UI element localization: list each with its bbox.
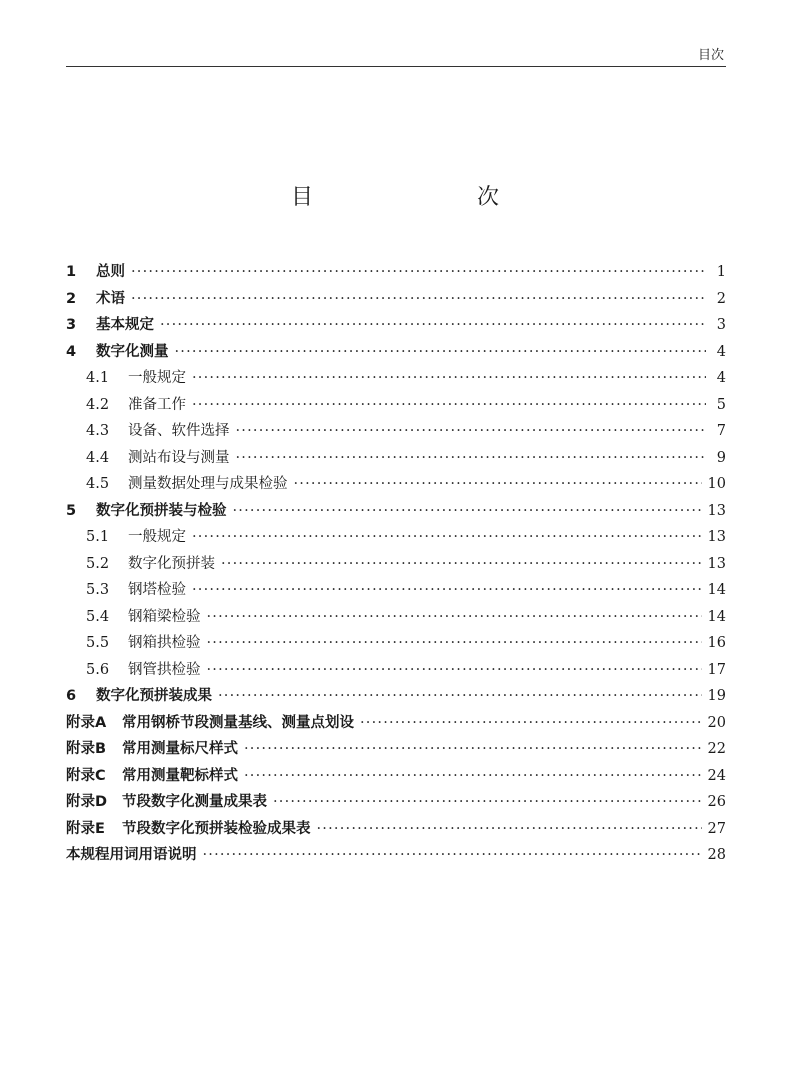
toc-entry[interactable] bbox=[66, 657, 726, 684]
toc-entry-page: 13 bbox=[707, 555, 726, 572]
toc-entry-number: 附录D bbox=[66, 794, 108, 810]
dot-leader bbox=[236, 418, 707, 445]
toc-entry-number: 4.5 bbox=[86, 476, 110, 492]
toc-entry-number: 5.6 bbox=[86, 661, 110, 678]
toc-entry-label: 准备工作 bbox=[128, 396, 186, 413]
toc-entry-number: 4.3 bbox=[86, 423, 110, 439]
toc-entry[interactable] bbox=[66, 471, 726, 498]
toc-entry[interactable] bbox=[66, 816, 726, 843]
toc-entry[interactable] bbox=[66, 339, 726, 366]
toc-entry-label: 本规程用词用语说明 bbox=[66, 847, 197, 863]
toc-entry-label: 测量数据处理与成果检验 bbox=[128, 476, 288, 492]
toc-entry-number: 5.1 bbox=[86, 529, 110, 545]
toc-entry-number: 5.2 bbox=[86, 555, 110, 572]
toc-entry-page: 19 bbox=[707, 688, 726, 704]
toc-entry-page: 14 bbox=[707, 608, 726, 625]
toc-entry-label: 常用测量标尺样式 bbox=[122, 741, 238, 757]
toc-entry-page: 4 bbox=[716, 343, 726, 360]
toc-entry-page: 20 bbox=[707, 714, 726, 731]
toc-entry[interactable] bbox=[66, 604, 726, 631]
header-rule bbox=[66, 66, 726, 67]
toc-entry-label: 钢箱梁检验 bbox=[128, 608, 201, 625]
toc-entry-page: 13 bbox=[707, 502, 726, 519]
dot-leader bbox=[317, 816, 702, 843]
toc-entry-number: 4 bbox=[66, 343, 77, 360]
toc-entry-number: 5.5 bbox=[86, 635, 110, 651]
dot-leader bbox=[192, 392, 706, 419]
dot-leader bbox=[192, 524, 702, 551]
toc-entry-number: 4.4 bbox=[86, 449, 110, 466]
dot-leader bbox=[160, 312, 706, 339]
toc-entry[interactable] bbox=[66, 365, 726, 392]
toc-entry[interactable] bbox=[66, 498, 726, 525]
toc-entry-page: 5 bbox=[716, 396, 726, 413]
toc-entry-page: 14 bbox=[707, 582, 726, 598]
toc-entry-page: 28 bbox=[707, 847, 726, 863]
toc-entry[interactable] bbox=[66, 789, 726, 816]
toc-entry-page: 13 bbox=[707, 529, 726, 545]
toc-entry-page: 7 bbox=[716, 423, 726, 439]
toc-entry-label: 常用测量靶标样式 bbox=[122, 767, 238, 784]
toc-entry-label: 常用钢桥节段测量基线、测量点划设 bbox=[122, 714, 354, 731]
toc-entry-label: 数字化预拼装 bbox=[128, 555, 215, 572]
toc-entry-page: 9 bbox=[716, 449, 726, 466]
toc-entry-label: 钢管拱检验 bbox=[128, 661, 201, 678]
toc-entry-page: 10 bbox=[707, 476, 726, 492]
toc-entry-page: 16 bbox=[707, 635, 726, 651]
toc-entry-number: 附录C bbox=[66, 767, 106, 784]
dot-leader bbox=[244, 736, 702, 763]
toc-entry-page: 2 bbox=[716, 290, 726, 307]
table-of-contents bbox=[66, 259, 726, 869]
dot-leader bbox=[175, 339, 707, 366]
dot-leader bbox=[207, 657, 702, 684]
toc-entry-label: 测站布设与测量 bbox=[128, 449, 230, 466]
toc-entry-number: 附录A bbox=[66, 714, 107, 731]
toc-entry[interactable] bbox=[66, 551, 726, 578]
toc-entry[interactable] bbox=[66, 392, 726, 419]
toc-entry-label: 数字化预拼装与检验 bbox=[96, 502, 227, 519]
toc-entry-number: 5.3 bbox=[86, 582, 110, 598]
toc-entry-number: 5 bbox=[66, 502, 77, 519]
dot-leader bbox=[192, 577, 702, 604]
toc-entry[interactable] bbox=[66, 418, 726, 445]
toc-entry[interactable] bbox=[66, 445, 726, 472]
toc-entry-number: 4.1 bbox=[86, 370, 110, 386]
dot-leader bbox=[207, 604, 702, 631]
dot-leader bbox=[360, 710, 702, 737]
dot-leader bbox=[203, 842, 702, 869]
dot-leader bbox=[236, 445, 707, 472]
dot-leader bbox=[131, 259, 706, 286]
toc-entry[interactable] bbox=[66, 259, 726, 286]
running-head: 目次 bbox=[697, 48, 724, 63]
toc-entry-number: 3 bbox=[66, 317, 77, 333]
dot-leader bbox=[294, 471, 702, 498]
page-title: 目 次 bbox=[290, 185, 539, 210]
toc-entry-number: 附录E bbox=[66, 820, 105, 837]
toc-entry-number: 6 bbox=[66, 688, 77, 704]
toc-entry-number: 1 bbox=[66, 264, 77, 280]
dot-leader bbox=[131, 286, 706, 313]
toc-entry[interactable] bbox=[66, 630, 726, 657]
toc-entry[interactable] bbox=[66, 842, 726, 869]
toc-entry-page: 22 bbox=[707, 741, 726, 757]
dot-leader bbox=[273, 789, 702, 816]
toc-entry-label: 设备、软件选择 bbox=[128, 423, 230, 439]
toc-entry-label: 一般规定 bbox=[128, 370, 186, 386]
dot-leader bbox=[233, 498, 702, 525]
dot-leader bbox=[218, 683, 702, 710]
toc-entry-page: 1 bbox=[716, 264, 726, 280]
toc-entry[interactable] bbox=[66, 710, 726, 737]
toc-entry[interactable] bbox=[66, 286, 726, 313]
toc-entry-label: 钢塔检验 bbox=[128, 582, 186, 598]
toc-entry-label: 术语 bbox=[96, 290, 125, 307]
toc-entry-number: 4.2 bbox=[86, 396, 110, 413]
dot-leader bbox=[244, 763, 702, 790]
toc-entry-label: 基本规定 bbox=[96, 317, 154, 333]
toc-entry[interactable] bbox=[66, 736, 726, 763]
toc-entry-label: 一般规定 bbox=[128, 529, 186, 545]
toc-entry-page: 17 bbox=[707, 661, 726, 678]
toc-entry-label: 数字化测量 bbox=[96, 343, 169, 360]
toc-entry-label: 钢箱拱检验 bbox=[128, 635, 201, 651]
toc-entry-page: 27 bbox=[707, 820, 726, 837]
toc-entry-page: 26 bbox=[707, 794, 726, 810]
toc-entry-page: 4 bbox=[716, 370, 726, 386]
dot-leader bbox=[207, 630, 702, 657]
toc-entry-number: 2 bbox=[66, 290, 77, 307]
toc-entry[interactable] bbox=[66, 577, 726, 604]
toc-entry-label: 总则 bbox=[96, 264, 125, 280]
toc-entry-number: 附录B bbox=[66, 741, 107, 757]
toc-entry-label: 数字化预拼装成果 bbox=[96, 688, 212, 704]
toc-entry-page: 3 bbox=[716, 317, 726, 333]
dot-leader bbox=[192, 365, 706, 392]
toc-entry-label: 节段数字化测量成果表 bbox=[122, 794, 267, 810]
toc-entry[interactable] bbox=[66, 763, 726, 790]
toc-entry[interactable] bbox=[66, 683, 726, 710]
toc-entry-page: 24 bbox=[707, 767, 726, 784]
toc-entry-number: 5.4 bbox=[86, 608, 110, 625]
dot-leader bbox=[221, 551, 702, 578]
toc-entry-label: 节段数字化预拼装检验成果表 bbox=[122, 820, 311, 837]
toc-entry[interactable] bbox=[66, 524, 726, 551]
toc-entry[interactable] bbox=[66, 312, 726, 339]
